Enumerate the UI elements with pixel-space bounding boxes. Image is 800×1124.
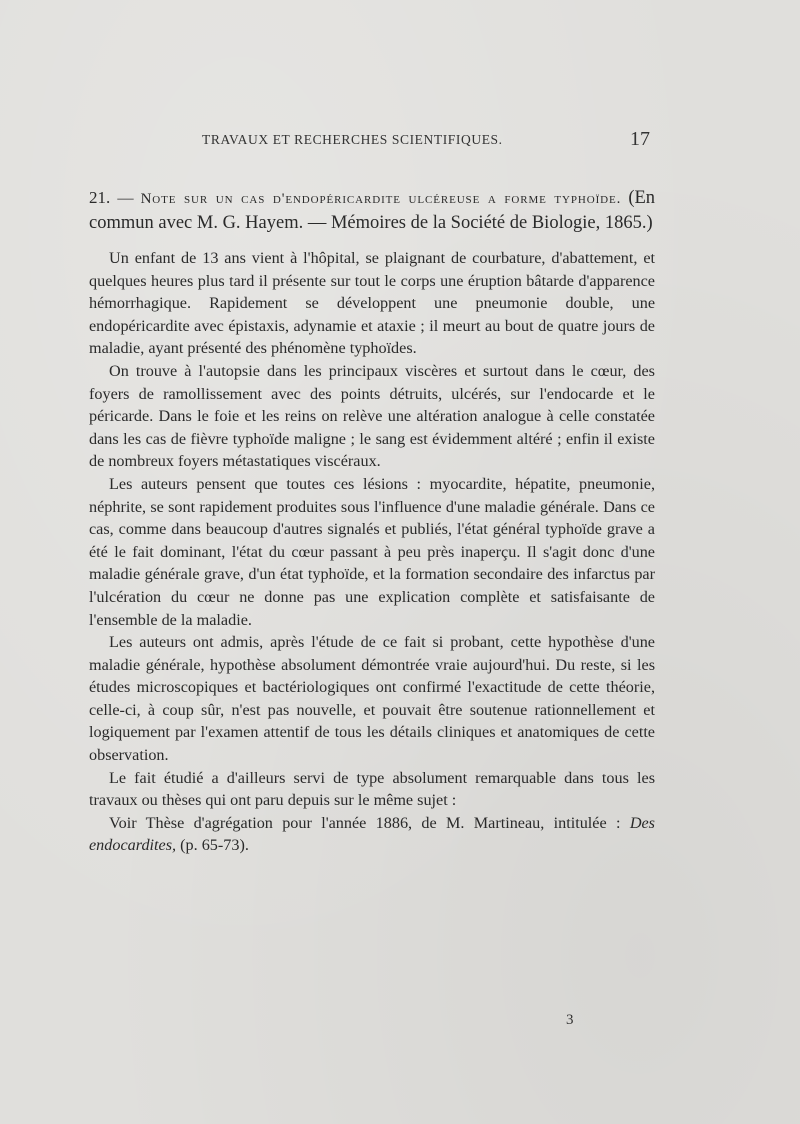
paragraph-autopsy: On trouve à l'autopsie dans les principaux viscères et surtout dans le cœur, des foyers de ramollissement avec des points détruits, ulcérés, sur l'endocarde et le péricarde. Dans le foie et les reins on relève une altération analogue à celle constatée dans les cas de fièvre typhoïde maligne ; le sang est évidemment altéré ; enfin il existe de nombreux foyers métastatiques viscéraux. — [89, 361, 655, 471]
entry-title: Note sur un cas d'endopéricardite ulcéreuse a forme typhoïde. — [140, 191, 622, 207]
thesis-tail: (p. 65-73). — [176, 836, 249, 855]
paragraph-authors-hypothesis: Les auteurs ont admis, après l'étude de ce fait si probant, cette hypothèse d'une maladie générale, hypothèse absolument démontrée vraie aujourd'hui. Du reste, si les études microscopiques et bactériologiques ont confirmé l'exactitude de cette théorie, celle-ci, à coup sûr, n'est pas nouvelle, et pouvait être soutenue rationnellement et logiquement par l'examen attentif de tous les détails cliniques et anatomiques de cette observation. — [89, 633, 655, 765]
page-number: 17 — [630, 128, 650, 150]
paragraph-type-case: Le fait étudié a d'ailleurs servi de type absolument remarquable dans tous les travaux ou thèses qui ont paru depuis sur le même sujet : — [89, 768, 655, 810]
paragraph-reference-thesis — [89, 812, 655, 857]
entry-reference: (En commun avec M. G. Hayem. — Mémoires de la Société de Biologie, 1865.) — [89, 188, 656, 233]
entry-heading — [89, 186, 655, 235]
running-title: TRAVAUX ET RECHERCHES SCIENTIFIQUES. — [202, 132, 503, 147]
signature-mark: 3 — [566, 1012, 574, 1028]
thesis-lead: Voir Thèse d'agrégation pour l'année 1886, de M. Martineau, intitulée : — [109, 813, 630, 832]
thesis-title: Des endocardites, — [89, 813, 655, 855]
entry-dash: — — [117, 189, 134, 207]
entry-number: 21. — [89, 188, 111, 207]
paragraph-case: Un enfant de 13 ans vient à l'hôpital, se plaignant de courbature, d'abattement, et quelques heures plus tard il présente sur tout le corps une éruption bâtarde d'apparence hémorrhagique. Rapidement se développent une pneumonie double, une endopéricardite avec épistaxis, adynamie et ataxie ; il meurt au bout de quatre jours de maladie, ayant présenté des phénomène typhoïdes. — [89, 249, 655, 358]
main-text — [89, 186, 655, 857]
running-head — [200, 130, 660, 154]
paragraph-authors-lesions: Les auteurs pensent que toutes ces lésions : myocardite, hépatite, pneumonie, néphrite, se sont rapidement produites sous l'influence d'une maladie générale. Dans ce cas, comme dans beaucoup d'autres signalés et publiés, l'état général typhoïde grave a été le fait dominant, l'état du cœur passant à peu près inaperçu. Il s'agit donc d'une maladie générale grave, d'un état typhoïde, et la formation secondaire des infarctus par l'ulcération du cœur ne donne pas une explication complète et satisfaisante de l'ensemble de la maladie. — [89, 474, 655, 629]
